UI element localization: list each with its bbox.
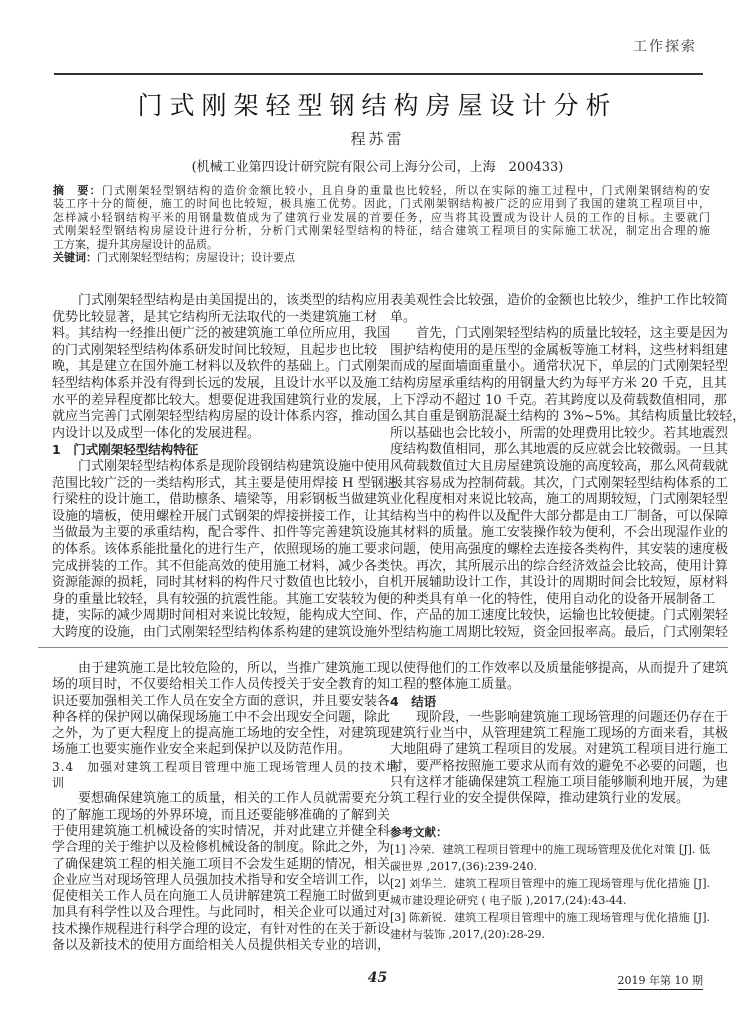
references [390, 824, 710, 943]
text-line: 之外，为了更大程度上的提高施工场地的安全性，对建筑现 [52, 726, 391, 742]
text-line: 内设计以及成型一体化的发展进程。 [52, 425, 261, 441]
abstract-line: 工方案，提升其房屋设计的品质。 [53, 237, 218, 251]
paragraph [390, 293, 729, 326]
paragraph [390, 709, 729, 808]
text-line: 机开展辅助设计工作，其设计的周期时间会比较短，原材料 [390, 575, 729, 591]
section-heading [390, 694, 710, 710]
paragraph [390, 661, 729, 694]
lower-left-column [52, 661, 400, 954]
keywords-label: 关键词： [53, 251, 97, 265]
reference-line: 建材与装饰 ,2017,(20):28-29. [390, 928, 545, 941]
text-line: 训 [52, 776, 66, 791]
text-line: 结构当中的构件以及配件大部分都是由工厂制备，可以保障 [390, 508, 729, 524]
text-line: 度结构数值相同，那么其地震的反应就会比较微弱。一旦其 [390, 442, 729, 458]
text-line: 加具有科学性以及合理性。与此同时，相关企业可以通过对 [52, 905, 391, 921]
text-line: 晚，其是建立在国外施工材料以及软件的基础上。门式刚架 [52, 359, 391, 375]
paper-title: 门式刚架轻型钢结构房屋设计分析 [137, 91, 618, 120]
reference-line: [3] 陈新锐．建筑工程项目管理中的施工现场管理与优化措施 [J]. [390, 911, 710, 924]
text-line: 身的重量比较轻，具有较强的抗震性能。其施工安装较为便 [52, 591, 391, 607]
text-line: 的门式刚架轻型结构体系研发时间比较短，且起步也比较 [52, 342, 378, 358]
paragraph [52, 661, 391, 759]
text-line: 结构房屋承重结构的用钢量大约为每平方米 20 千克，且其 [390, 375, 727, 391]
upper-right-column [390, 293, 746, 641]
text-line: 极其容易成为控制荷载。其次，门式刚架轻型结构体系的工 [390, 475, 729, 491]
reference-line: [2] 刘华兰．建筑工程项目管理中的施工现场管理与优化措施 [J]. [390, 877, 710, 890]
text-line: 了确保建筑工程的相关施工项目不会发生延期的情况，相关 [52, 856, 391, 872]
text-line: 企业应当对现场管理人员强加技术指导和安全培训工作，以 [52, 872, 391, 888]
text-line: 大地阻碍了建筑工程项目的发展。对建筑工程项目进行施工 [390, 742, 729, 758]
text-line: 3.4 加强对建筑工程项目管理中施工现场管理人员的技术培 [52, 759, 400, 774]
text-line: 资源能源的损耗，同时其材料的构件尺寸数值也比较小，自 [52, 575, 391, 591]
paragraph [52, 293, 391, 442]
page-number: 45 [367, 970, 388, 986]
text-line: 场施工也要实施作业安全来起到保护以及防范作用。 [52, 742, 352, 758]
header-rule [54, 73, 703, 75]
text-line: 优势比较显著，是其它结构所无法取代的一类建筑施工材 [52, 309, 378, 325]
text-line: 水平的差异程度都比较大。想要促进我国建筑行业的发展， [52, 392, 391, 408]
text-line: 促使相关工作人员在向施工人员讲解建筑工程施工时做到更 [52, 889, 391, 905]
reference-item [390, 875, 710, 909]
section-heading [52, 759, 400, 792]
text-line: 要想确保建筑施工的质量，相关的工作人员就需要充分 [78, 791, 391, 807]
section-tag: 工作探索 [633, 39, 697, 55]
text-line: 大跨度的设施，由门式刚架轻型结构体系构建的建筑设施外 [52, 624, 391, 640]
text-line: 就应当完善门式刚架轻型结构房屋的设计体系内容，推动国 [52, 409, 391, 425]
paragraph [52, 458, 397, 642]
text-line: 由于建筑施工是比较危险的，所以，当推广建筑施工现 [78, 661, 391, 676]
text-line: 1 门式刚架轻型结构特征 [52, 442, 199, 458]
text-line: 工程的整体施工质量。 [390, 677, 521, 693]
text-line: 而成的屋面墙面重量小。通常状况下，单层的门式刚架轻型 [390, 359, 729, 375]
text-line: 型结构施工周期比较短，资金回报率高。最后，门式刚架轻 [390, 624, 729, 640]
text-line: 以使得他们的工作效率以及质量能够提高，从而提升了建筑 [390, 661, 729, 676]
section-heading [52, 442, 372, 459]
reference-line: 城市建设理论研究 ( 电子版 ),2017,(24):43-44. [390, 894, 627, 907]
abstract-body [53, 184, 710, 251]
author: 程苏雷 [350, 130, 405, 148]
text-line: 首先，门式刚架轻型结构的质量比较轻，这主要是因为 [416, 326, 729, 342]
text-line: 单。 [390, 309, 417, 325]
text-line: 风荷载数值过大且房屋建筑设施的高度较高，那么风荷载就 [390, 458, 729, 474]
text-line: 的了解施工现场的外界环境，而且还要能够准确的了解到关 [52, 807, 391, 823]
text-line: 完成拼装的工作。其不但能高效的使用施工材料，减少各类 [52, 558, 391, 574]
text-line: 当做最为主要的承重结构，配合零件、扣件等完善建筑设施 [52, 525, 391, 541]
text-line: 作，产品的加工速度比较快，运输也比较便捷。门式刚架轻 [390, 608, 729, 624]
text-line: 表美观性会比较强，造价的金额也比较少，维护工作比较简 [390, 293, 729, 308]
abstract-line: 装工序十分的简便，施工的时间也比较短，极具施工优势。因此，门式刚架钢结构被广泛的应用到了我国的建筑工程项目中， [53, 197, 710, 211]
abstract-label: 摘 要： [53, 184, 102, 197]
text-line: 于使用建筑施工机械设备的实时情况，并对此建立并健全科 [52, 823, 391, 839]
abstract-line: 摘 要：门式刚架轻型钢结构的造价金额比较小，且自身的重量也比较轻，所以在实际的施工过程中，门式刚架钢结构的安 [53, 184, 711, 197]
text-line: 只有这样才能确保建筑工程施工项目能够顺利地开展，为建 [390, 775, 729, 791]
text-line: 么其自重是钢筋混凝土结构的 3%~5%。其结构质量比较轻， [390, 409, 746, 425]
text-line: 围护结构使用的是压型的金属板等施工材料，这些材料组建 [390, 342, 729, 358]
text-line: 所以基础也会比较小，所需的处理费用比较少。若其地震烈 [390, 425, 729, 441]
keywords [53, 251, 710, 264]
reference-line: 碳世界 ,2017,(36):239-240. [390, 860, 537, 873]
text-line: 设施的墙板，使用螺栓开展门式钢架的焊接拼接工作，让其 [52, 508, 391, 524]
reference-item [390, 841, 710, 875]
text-line: 门式刚架轻型结构是由美国提出的，该类型的结构应用 [78, 293, 391, 308]
reference-line: [1] 冷荣．建筑工程项目管理中的施工现场管理及优化对策 [J]. 低 [390, 843, 710, 856]
issue-label: 2019 年第 10 期 [618, 972, 703, 990]
text-line: 业化程度相对来说比较高，施工的周期较短，门式刚架轻型 [390, 492, 729, 508]
text-line: 时，要严格按照施工要求从而有效的避免不必要的问题，也 [390, 758, 729, 774]
text-line: 快。再次，其所展示出的综合经济效益会比较高，使用计算 [390, 558, 729, 574]
text-line: 门式刚架轻型结构体系是现阶段钢结构建筑设施中使用 [78, 458, 391, 474]
references-heading: 参考文献： [390, 825, 448, 839]
text-line: 问题，使用高强度的螺栓去连接各类构件，其安装的速度极 [390, 541, 729, 557]
text-line: 轻型结构体系并没有得到长远的发展，且设计水平以及施工 [52, 375, 391, 391]
paragraph [390, 326, 746, 641]
text-line: 技术操作规程进行科学合理的设定，有针对性的在关于新设 [52, 921, 391, 937]
text-line: 料。其结构一经推出便广泛的被建筑施工单位所应用，我国 [52, 326, 391, 342]
text-line: 筑工程行业的安全提供保障，推动建筑行业的发展。 [390, 791, 690, 807]
keywords-text: 门式刚架轻型结构；房屋设计；设计要点 [97, 251, 295, 265]
text-line: 备以及新技术的使用方面给相关人员提供相关专业的培训， [52, 938, 391, 954]
lower-right-column [390, 661, 729, 808]
text-line: 其材料的质量。施工安装操作较为便利，不会出现湿作业的 [390, 525, 729, 541]
section-divider [38, 647, 728, 648]
text-line: 种各样的保护网以确保现场施工中不会出现安全问题，除此 [52, 709, 391, 725]
abstract-line: 式刚架轻型钢结构房屋设计进行分析，分析门式刚架轻型结构的特征，结合建筑工程项目的实际施工状况，制定出合理的施 [53, 224, 710, 238]
text-line: 现阶段，一些影响建筑施工现场管理的问题还仍存在于 [416, 709, 729, 725]
abstract [53, 184, 710, 264]
text-line: 建筑行业当中，从管理建筑工程施工现场的方面来看，其极 [390, 726, 729, 742]
text-line: 识还要加强相关工作人员在安全方面的意识，并且要安装各 [52, 693, 391, 709]
text-line: 范围比较广泛的一类结构形式，其主要是使用焊接 H 型钢进 [52, 475, 397, 491]
upper-left-column [52, 293, 397, 641]
abstract-line: 怎样减小轻钢结构平米的用钢量数值成为了建筑行业发展的首要任务，应当将其设置成为设计人员的工作的目标。主要就门 [53, 210, 710, 224]
text-line: 上下浮动不超过 10 千克。若其跨度以及荷载数值相同，那 [390, 392, 727, 408]
reference-item [390, 909, 710, 943]
text-line: 的种类具有单一化的特性，使用自动化的设备开展制备工 [390, 591, 716, 607]
text-line: 学合理的关于维护以及检修机械设备的制度。除此之外，为 [52, 840, 391, 856]
text-line: 行梁柱的设计施工，借助檩条、墙梁等，用彩钢板当做建筑 [52, 492, 391, 508]
text-line: 场的项目时，不仅要给相关工作人员传授关于安全教育的知 [52, 677, 391, 693]
text-line: 的体系。该体系能批量化的进行生产，依照现场的施工要求 [52, 541, 391, 557]
affiliation: (机械工业第四设计研究院有限公司上海分公司，上海 200433) [191, 160, 564, 175]
reference-list [390, 841, 710, 943]
text-line: 4 结语 [390, 693, 437, 709]
paragraph [52, 791, 391, 954]
text-line: 捷，实际的减少周期时间相对来说比较短，能构成大空间、 [52, 608, 391, 624]
